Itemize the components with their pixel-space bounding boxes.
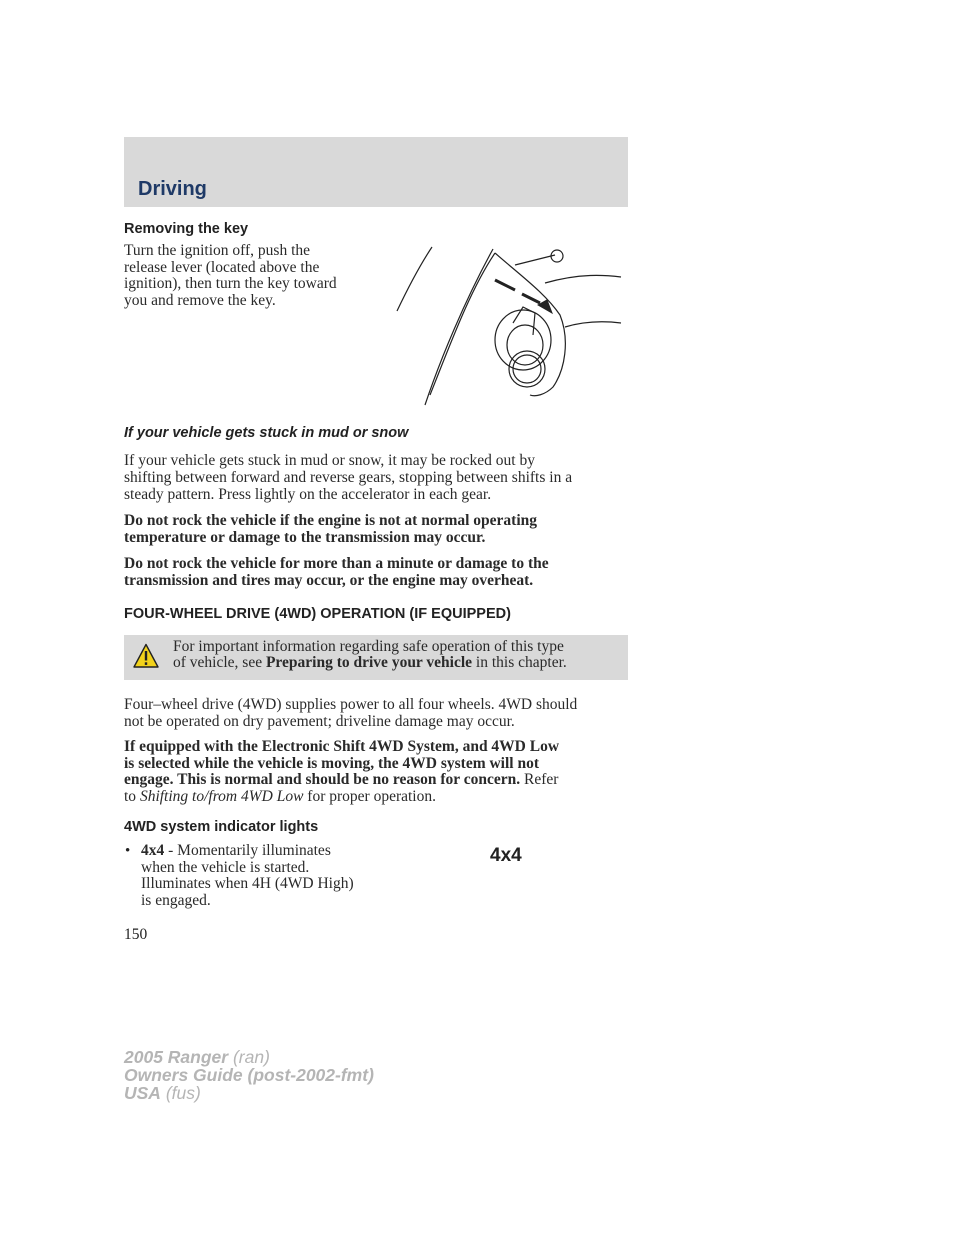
safety-warning-text: For important information regarding safe operation of this type of vehicle, see Preparing to drive your vehicle in this chapter. (173, 638, 567, 671)
section-header-band (124, 137, 628, 207)
removing-key-heading: Removing the key (124, 221, 249, 237)
document-footer: 2005 Ranger (ran) Owners Guide (post-2002-fmt) USA (fus) (124, 1047, 374, 1103)
warning-triangle-icon (133, 643, 159, 669)
electronic-shift-note: If equipped with the Electronic Shift 4WD System, and 4WD Low is selected while the vehicle is moving, the 4WD system will not engage. This is normal and should be no reason for concern. Refer to Shifting to/from 4WD Low for proper operation. (124, 738, 560, 805)
ignition-key-illustration (395, 245, 625, 407)
section-title: Driving (138, 178, 207, 200)
indicator-lights-heading: 4WD system indicator lights (124, 819, 319, 835)
rock-warning-temperature: Do not rock the vehicle if the engine is not at normal operating temperature or damage to the transmission may occur. (124, 512, 538, 546)
rock-warning-duration: Do not rock the vehicle for more than a minute or damage to the transmission and tires may occur, or the engine may overheat. (124, 555, 549, 589)
indicator-4x4-description: 4x4 - Momentarily illuminates when the vehicle is started. Illuminates when 4H (4WD High) is engaged. (141, 842, 354, 909)
stuck-body: If your vehicle gets stuck in mud or snow, it may be rocked out by shifting between forward and reverse gears, stopping between shifts in a steady pattern. Press lightly on the accelerator in each gear. (124, 452, 573, 503)
fwd-heading: FOUR-WHEEL DRIVE (4WD) OPERATION (IF EQUIPPED) (124, 606, 511, 622)
stuck-heading: If your vehicle gets stuck in mud or snow (124, 425, 409, 441)
fwd-intro: Four–wheel drive (4WD) supplies power to all four wheels. 4WD should not be operated on dry pavement; driveline damage may occur. (124, 696, 578, 730)
safety-warning-box (124, 635, 628, 680)
removing-key-body: Turn the ignition off, push the release lever (located above the ignition), then turn the key toward you and remove the key. (124, 242, 337, 309)
shifting-4wd-low-reference: Shifting to/from 4WD Low (139, 787, 304, 805)
bullet: • (125, 843, 131, 859)
indicator-4x4-symbol: 4x4 (490, 845, 522, 866)
page-number: 150 (124, 926, 148, 943)
preparing-to-drive-reference: Preparing to drive your vehicle (265, 654, 473, 671)
